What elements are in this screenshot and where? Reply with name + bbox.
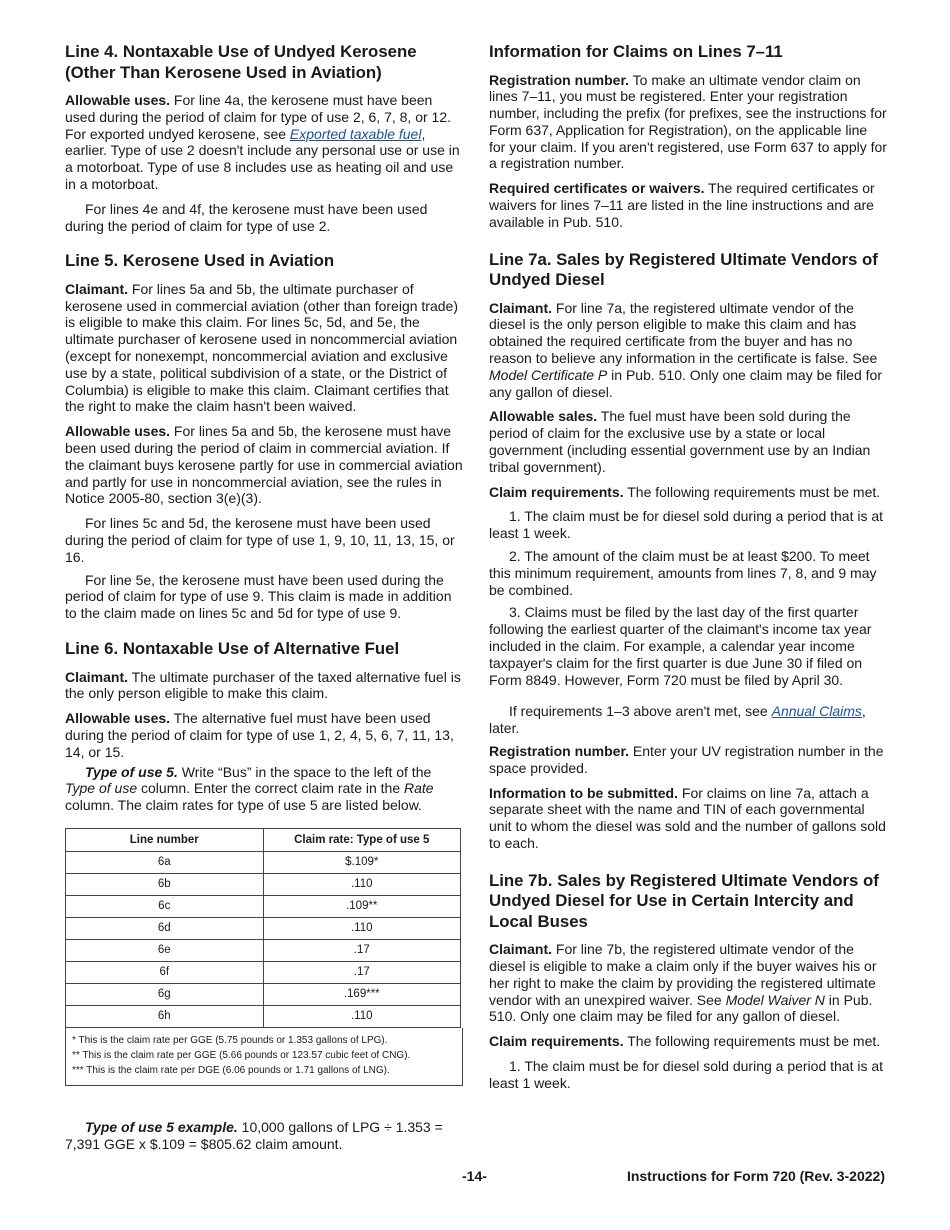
- line5-para3: For lines 5c and 5d, the kerosene must have been used during the period of claim for type of use 1, 9, 10, 11, 13, 15, or 16.: [65, 515, 455, 565]
- table-row: [66, 917, 461, 939]
- line4-para2: For lines 4e and 4f, the kerosene must have been used during the period of claim for type of use 2.: [65, 200, 428, 234]
- right-column: [489, 42, 887, 1098]
- column-header-claim-rate: Claim rate: Type of use 5: [263, 828, 461, 851]
- line7b-heading: Line 7b. Sales by Registered Ultimate Vendors of Undyed Diesel for Use in Certain Intercity and Local Buses: [489, 870, 879, 931]
- line-number-cell: 6f: [66, 961, 264, 983]
- line7a-claim-requirements: Claim requirements. The following requirements must be met.: [489, 483, 881, 500]
- claim-rate-cell: .17: [263, 961, 461, 983]
- claim-rate-cell: .17: [263, 939, 461, 961]
- line4-heading: Line 4. Nontaxable Use of Undyed Kerosene (Other Than Kerosene Used in Aviation): [65, 42, 417, 82]
- table-row: [66, 961, 461, 983]
- table-row: [66, 895, 461, 917]
- left-column: [65, 42, 463, 1158]
- table-row: [66, 851, 461, 873]
- footnote-2: ** This is the claim rate per GGE (5.66 pounds or 123.57 cubic feet of CNG).: [72, 1049, 411, 1061]
- footnote-3: *** This is the claim rate per DGE (6.06 pounds or 1.71 gallons of LNG).: [72, 1064, 390, 1076]
- line7b-req-1: 1. The claim must be for diesel sold during a period that is at least 1 week.: [489, 1058, 884, 1091]
- line7a-information-submitted: Information to be submitted. For claims on line 7a, attach a separate sheet with the name and TIN of each governmental unit to whom the diesel was sold and the number of gallons sold to each.: [489, 784, 886, 851]
- annual-claims-link[interactable]: Annual Claims: [771, 703, 862, 720]
- line7a-req-1: 1. The claim must be for diesel sold during a period that is at least 1 week.: [489, 508, 884, 542]
- line-number-cell: 6g: [66, 983, 264, 1005]
- column-header-line-number: Line number: [66, 828, 264, 851]
- line-number-cell: 6b: [66, 873, 264, 895]
- line-number-cell: 6d: [66, 917, 264, 939]
- line5-claimant: Claimant. For lines 5a and 5b, the ultimate purchaser of kerosene used in commercial aviation (other than foreign trade) is eligible to make this claim. For lines 5c, 5d, and 5e, the ultimate purchaser of kerosene used in noncommercial aviation (except for nonexempt, noncommercial aviation and exclusive use by a state, political subdivision of a state, or the District of Columbia) is eligible to make this claim. Claimant certifies that the right to make the claim hasn't been waived.: [65, 280, 458, 415]
- line-number-cell: 6c: [66, 895, 264, 917]
- table-footnotes: [65, 1028, 463, 1086]
- line5-allowable-uses: Allowable uses. For lines 5a and 5b, the kerosene must have been used during the period of claim in commercial aviation. If the claimant buys kerosene partly for use in commercial aviation and partly for use in noncommercial aviation, see the rules in Notice 2005-80, section 3(e)(3).: [65, 423, 463, 507]
- page-number: -14-: [462, 1168, 487, 1184]
- claim-rate-cell: .110: [263, 1005, 461, 1027]
- info-certificates: Required certificates or waivers. The required certificates or waivers for lines 7–11 are listed in the line instructions and are available in Pub. 510.: [489, 180, 875, 230]
- line6-heading: Line 6. Nontaxable Use of Alternative Fuel: [65, 639, 400, 659]
- table-row: [66, 939, 461, 961]
- claim-rate-cell: .169***: [263, 983, 461, 1005]
- info-registration-number: Registration number. To make an ultimate vendor claim on lines 7–11, you must be registered. Enter your registration number, including the prefix (for prefixes, see the instructions for Form 637, Application for Registration), on the applicable line for your claim. If you aren't registered, use Form 637 to apply for a registration number.: [489, 71, 887, 172]
- table-row: [66, 1005, 461, 1027]
- type5-example: Type of use 5 example. 10,000 gallons of LPG ÷ 1.353 = 7,391 GGE x $.109 = $805.62 claim amount.: [65, 1118, 443, 1152]
- line6-type5: Type of use 5. Write “Bus” in the space to the left of the Type of use column. Enter the correct claim rate in the Rate column. The claim rates for type of use 5 are listed below.: [65, 763, 434, 814]
- table-row: [66, 873, 461, 895]
- line7a-uv-registration: Registration number. Enter your UV registration number in the space provided.: [489, 743, 884, 776]
- claim-rate-cell: .110: [263, 917, 461, 939]
- info-claims-heading: Information for Claims on Lines 7–11: [489, 42, 783, 61]
- line7a-heading: Line 7a. Sales by Registered Ultimate Vendors of Undyed Diesel: [489, 249, 878, 290]
- line7a-claimant: Claimant. For line 7a, the registered ultimate vendor of the diesel is the only person eligible to make this claim and has obtained the required certificate from the buyer and has no reason to believe any information in the certificate is false. See Model Certificate P in Pub. 510. Only one claim may be filed for any gallon of diesel.: [489, 299, 882, 400]
- claim-rate-table: [65, 828, 461, 1028]
- line-number-cell: 6a: [66, 851, 264, 873]
- claim-rate-cell: $.109*: [263, 851, 461, 873]
- line7a-req-2: 2. The amount of the claim must be at least $200. To meet this minimum requirement, amounts from lines 7, 8, and 9 may be combined.: [489, 548, 877, 598]
- line7a-req-3: 3. Claims must be filed by the last day of the first quarter following the earliest quarter of the claimant's income tax year included in the claim. For example, a calendar year income taxpayer's claim for the first quarter is due June 30 if filed on Form 8849. However, Form 720 must be filed by April 30.: [489, 604, 872, 688]
- line6-claimant: Claimant. The ultimate purchaser of the taxed alternative fuel is the only person eligible to make this claim.: [65, 668, 461, 702]
- line5-para4: For line 5e, the kerosene must have been used during the period of claim for type of use 9. This claim is made in addition to the claim made on lines 5c and 5d for type of use 9.: [65, 571, 452, 622]
- line7a-allowable-sales: Allowable sales. The fuel must have been sold during the period of claim for the exclusive use by a state or local government (including essential government use by an Indian tribal government).: [489, 408, 871, 475]
- claim-rate-cell: .110: [263, 873, 461, 895]
- line-number-cell: 6h: [66, 1005, 264, 1027]
- line6-allowable-uses: Allowable uses. The alternative fuel must have been used during the period of claim for type of use 1, 2, 4, 5, 6, 7, 11, 13, 14, or 15.: [65, 710, 454, 760]
- footnote-1: * This is the claim rate per GGE (5.75 pounds or 1.353 gallons of LPG).: [72, 1034, 388, 1046]
- line7a-if-not-met: If requirements 1–3 above aren't met, see Annual Claims, later.: [489, 703, 866, 737]
- table-row: [66, 983, 461, 1005]
- form-title-footer: Instructions for Form 720 (Rev. 3-2022): [626, 1168, 885, 1184]
- line4-allowable-uses: Allowable uses. For line 4a, the kerosene must have been used during the period of claim for type of use 2, 6, 7, 8, or 12. For exported undyed kerosene, see Exported taxable fuel, earlier. Type of use 2 doesn't include any personal use or use in a motorboat. Type of use 8 includes use as heating oil and use in a motorboat.: [65, 92, 460, 192]
- claim-rate-cell: .109**: [263, 895, 461, 917]
- line-number-cell: 6e: [66, 939, 264, 961]
- table-header-row: [66, 828, 461, 851]
- line7b-claimant: Claimant. For line 7b, the registered ultimate vendor of the diesel is eligible to make a claim only if the buyer waives his or her right to make the claim by providing the registered ultimate vendor with an unexpired waiver. See Model Waiver N in Pub. 510. Only one claim may be filed for any gallon of diesel.: [489, 941, 877, 1025]
- exported-taxable-fuel-link[interactable]: Exported taxable fuel: [289, 125, 422, 142]
- line7b-claim-requirements: Claim requirements. The following requirements must be met.: [489, 1033, 881, 1050]
- line5-heading: Line 5. Kerosene Used in Aviation: [65, 251, 335, 271]
